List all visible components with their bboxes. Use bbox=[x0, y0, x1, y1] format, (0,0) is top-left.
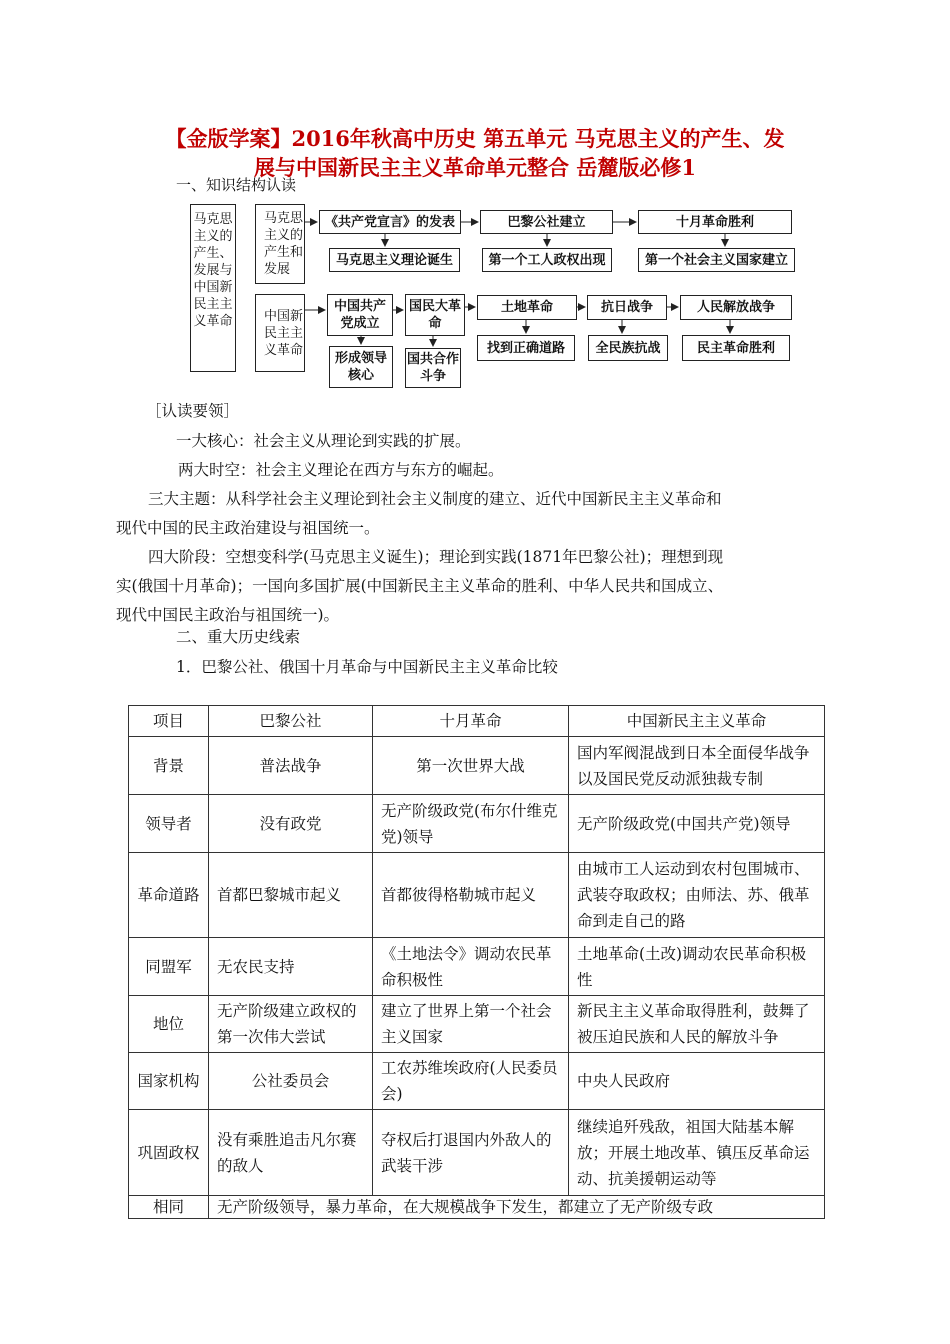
diagram-node-liberation-war: 人民解放战争 bbox=[680, 295, 792, 320]
table-cell: 无产阶级政党(中国共产党)领导 bbox=[569, 795, 825, 853]
diagram-node-manifesto: 《共产党宣言》的发表 bbox=[319, 210, 461, 234]
comparison-subheading: 1．巴黎公社、俄国十月革命与中国新民主主义革命比较 bbox=[176, 658, 558, 676]
reading-point-1: 一大核心：社会主义从理论到实践的扩展。 bbox=[176, 432, 471, 450]
table-row bbox=[129, 1110, 825, 1196]
diagram-node-national-revolution: 国民大革命 bbox=[405, 294, 465, 336]
table-cell: 工农苏维埃政府(人民委员会) bbox=[373, 1053, 569, 1110]
diagram-node-paris-commune: 巴黎公社建立 bbox=[480, 210, 613, 234]
header-cell: 十月革命 bbox=[373, 706, 569, 737]
comparison-table bbox=[128, 705, 825, 1219]
row-label: 巩固政权 bbox=[129, 1110, 209, 1196]
diagram-branch-marxism: 马克思主义的产生和发展 bbox=[255, 204, 305, 284]
row-label: 相同 bbox=[129, 1196, 209, 1219]
table-cell: 无产阶级领导，暴力革命，在大规模战争下发生，都建立了无产阶级专政 bbox=[209, 1196, 825, 1219]
diagram-node-theory-born: 马克思主义理论诞生 bbox=[329, 248, 460, 272]
diagram-branch-china: 中国新民主主义革命 bbox=[255, 294, 305, 372]
diagram-node-kmt-ccp-cooperation: 国共合作斗争 bbox=[405, 348, 461, 388]
table-cell: 公社委员会 bbox=[209, 1053, 373, 1110]
diagram-node-october-revolution: 十月革命胜利 bbox=[638, 210, 792, 234]
row-label: 背景 bbox=[129, 737, 209, 795]
table-cell: 继续追歼残敌，祖国大陆基本解放；开展土地改革、镇压反革命运动、抗美援朝运动等 bbox=[569, 1110, 825, 1196]
table-header-row bbox=[129, 706, 825, 737]
table-cell: 首都彼得格勒城市起义 bbox=[373, 853, 569, 938]
table-row bbox=[129, 737, 825, 795]
table-row bbox=[129, 1053, 825, 1110]
table-cell: 由城市工人运动到农村包围城市、武装夺取政权；由师法、苏、俄革命到走自己的路 bbox=[569, 853, 825, 938]
reading-point-2: 两大时空：社会主义理论在西方与东方的崛起。 bbox=[178, 461, 504, 479]
section-heading-2: 二、重大历史线索 bbox=[176, 628, 301, 646]
table-cell: 无农民支持 bbox=[209, 938, 373, 996]
title-line-2: 展与中国新民主主义革命单元整合 岳麓版必修1 bbox=[254, 155, 696, 180]
table-cell: 夺权后打退国内外敌人的武装干涉 bbox=[373, 1110, 569, 1196]
table-row bbox=[129, 996, 825, 1053]
table-cell: 无产阶级建立政权的第一次伟大尝试 bbox=[209, 996, 373, 1053]
table-row bbox=[129, 853, 825, 938]
table-cell: 国内军阀混战到日本全面侵华战争以及国民党反动派独裁专制 bbox=[569, 737, 825, 795]
header-cell: 项目 bbox=[129, 706, 209, 737]
row-label: 地位 bbox=[129, 996, 209, 1053]
header-cell: 巴黎公社 bbox=[209, 706, 373, 737]
row-label: 同盟军 bbox=[129, 938, 209, 996]
diagram-node-first-workers-regime: 第一个工人政权出现 bbox=[482, 248, 612, 272]
table-cell: 首都巴黎城市起义 bbox=[209, 853, 373, 938]
table-cell: 没有政党 bbox=[209, 795, 373, 853]
diagram-node-ccp-founded: 中国共产党成立 bbox=[327, 294, 393, 336]
reading-point-4: 四大阶段：空想变科学(马克思主义诞生)；理论到实践(1871年巴黎公社)；理想到现 实(俄国十月革命)；一国向多国扩展(中国新民主主义革命的胜利、中华人民共和国成立、 现代中国民主政治与祖国统一)。 bbox=[116, 548, 724, 624]
row-label: 领导者 bbox=[129, 795, 209, 853]
table-cell: 新民主主义革命取得胜利，鼓舞了被压迫民族和人民的解放斗争 bbox=[569, 996, 825, 1053]
table-row-common bbox=[129, 1196, 825, 1219]
knowledge-structure-diagram bbox=[185, 200, 805, 390]
table-cell: 无产阶级政党(布尔什维克党)领导 bbox=[373, 795, 569, 853]
table-cell: 第一次世界大战 bbox=[373, 737, 569, 795]
table-cell: 建立了世界上第一个社会主义国家 bbox=[373, 996, 569, 1053]
reading-heading: ［认读要领］ bbox=[146, 402, 240, 420]
diagram-node-leadership-core: 形成领导核心 bbox=[329, 346, 393, 388]
diagram-node-first-socialist-state: 第一个社会主义国家建立 bbox=[638, 248, 795, 272]
diagram-node-anti-japanese-war: 抗日战争 bbox=[587, 295, 667, 320]
table-cell: 普法战争 bbox=[209, 737, 373, 795]
header-cell: 中国新民主主义革命 bbox=[569, 706, 825, 737]
table-row bbox=[129, 938, 825, 996]
diagram-node-democratic-victory: 民主革命胜利 bbox=[682, 335, 790, 361]
row-label: 国家机构 bbox=[129, 1053, 209, 1110]
table-cell: 没有乘胜追击凡尔赛的敌人 bbox=[209, 1110, 373, 1196]
diagram-node-land-revolution: 土地革命 bbox=[477, 295, 577, 320]
table-cell: 土地革命(土改)调动农民革命积极性 bbox=[569, 938, 825, 996]
row-label: 革命道路 bbox=[129, 853, 209, 938]
diagram-root-box bbox=[190, 204, 236, 372]
section-heading-1: 一、知识结构认读 bbox=[176, 176, 297, 194]
diagram-node-nationwide-resistance: 全民族抗战 bbox=[588, 335, 668, 361]
reading-point-3: 三大主题：从科学社会主义理论到社会主义制度的建立、近代中国新民主主义革命和 现代中国的民主政治建设与祖国统一。 bbox=[116, 490, 722, 537]
title-line-1: 【金版学案】2016年秋高中历史 第五单元 马克思主义的产生、发 bbox=[165, 126, 785, 151]
table-cell: 中央人民政府 bbox=[569, 1053, 825, 1110]
diagram-root-label: 马克思主义的产生、发展与中国新民主主义革命 bbox=[193, 212, 233, 329]
diagram-node-right-path: 找到正确道路 bbox=[477, 335, 575, 361]
table-row bbox=[129, 795, 825, 853]
table-cell: 《土地法令》调动农民革命积极性 bbox=[373, 938, 569, 996]
